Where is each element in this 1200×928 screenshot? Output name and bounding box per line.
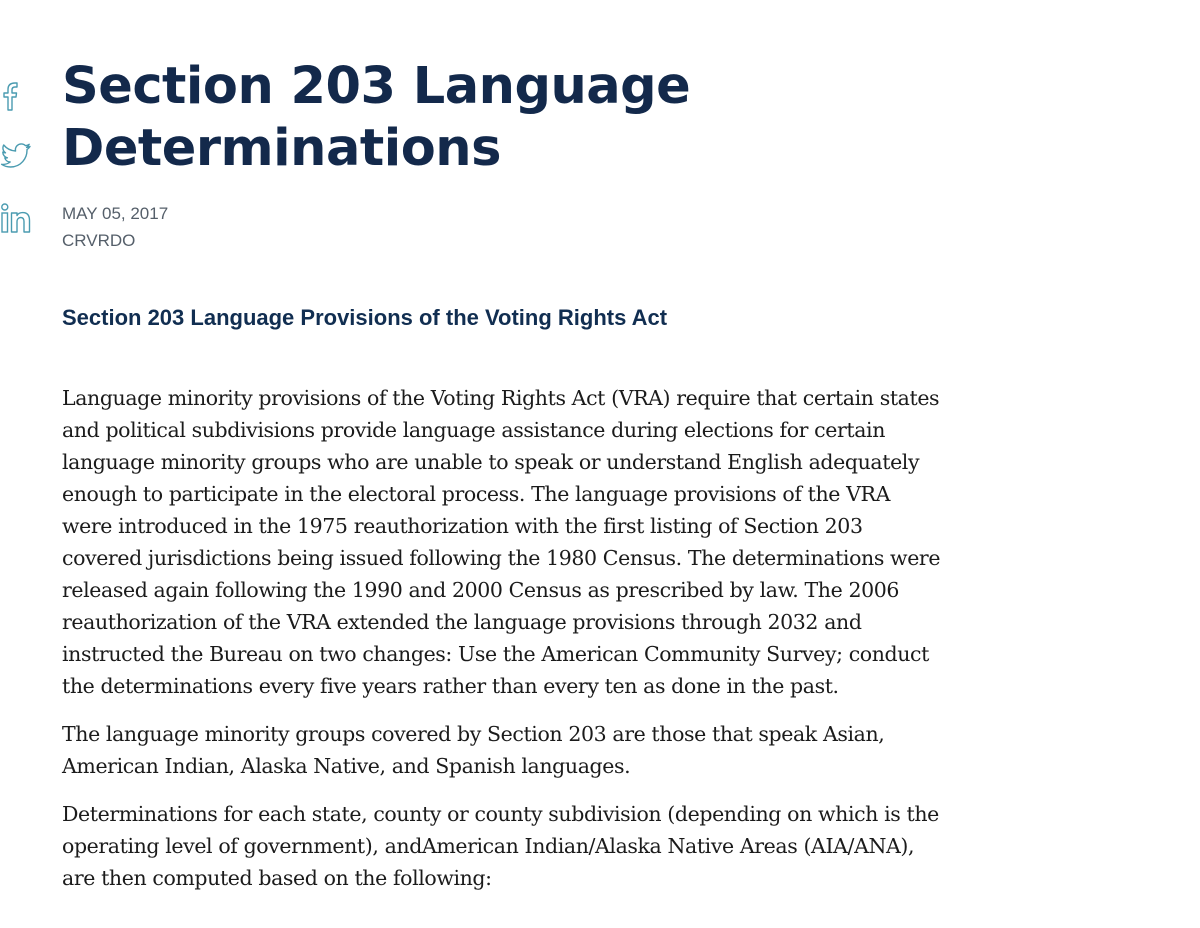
paragraph-2: The language minority groups covered by Section 203 are those that speak Asian, American Indian, Alaska Native, and Spanish languages. bbox=[62, 722, 885, 778]
linkedin-icon bbox=[0, 202, 32, 234]
article bbox=[62, 56, 942, 910]
article-body bbox=[62, 382, 942, 894]
page-title bbox=[62, 56, 942, 180]
page-title-line-1: Section 203 Language bbox=[62, 57, 691, 116]
author: CRVRDO bbox=[62, 231, 136, 250]
twitter-share-link[interactable] bbox=[0, 142, 32, 170]
article-meta bbox=[62, 200, 942, 254]
facebook-icon bbox=[0, 78, 22, 112]
twitter-icon bbox=[0, 142, 32, 170]
linkedin-share-link[interactable] bbox=[0, 202, 32, 234]
publish-date: MAY 05, 2017 bbox=[62, 204, 169, 223]
page-title-line-2: Determinations bbox=[62, 119, 501, 178]
facebook-share-link[interactable] bbox=[0, 78, 22, 112]
paragraph-1: Language minority provisions of the Voting Rights Act (VRA) require that certain states and political subdivisions provide language assistance during elections for certain language minority groups who are unable to speak or understand English adequately enough to participate in the electoral process. The language provisions of the VRA were introduced in the 1975 reauthorization with the first listing of Section 203 covered jurisdictions being issued following the 1980 Census. The determinations were released again following the 1990 and 2000 Census as prescribed by law. The 2006 reauthorization of the VRA extended the language provisions through 2032 and instructed the Bureau on two changes: Use the American Community Survey; conduct the determinations every five years rather than every ten as done in the past. bbox=[62, 386, 941, 698]
section-heading: Section 203 Language Provisions of the Voting Rights Act bbox=[62, 305, 668, 330]
paragraph-3: Determinations for each state, county or county subdivision (depending on which is the operating level of government), andAmerican Indian/Alaska Native Areas (AIA/ANA), are then computed based on the following: bbox=[62, 802, 939, 890]
